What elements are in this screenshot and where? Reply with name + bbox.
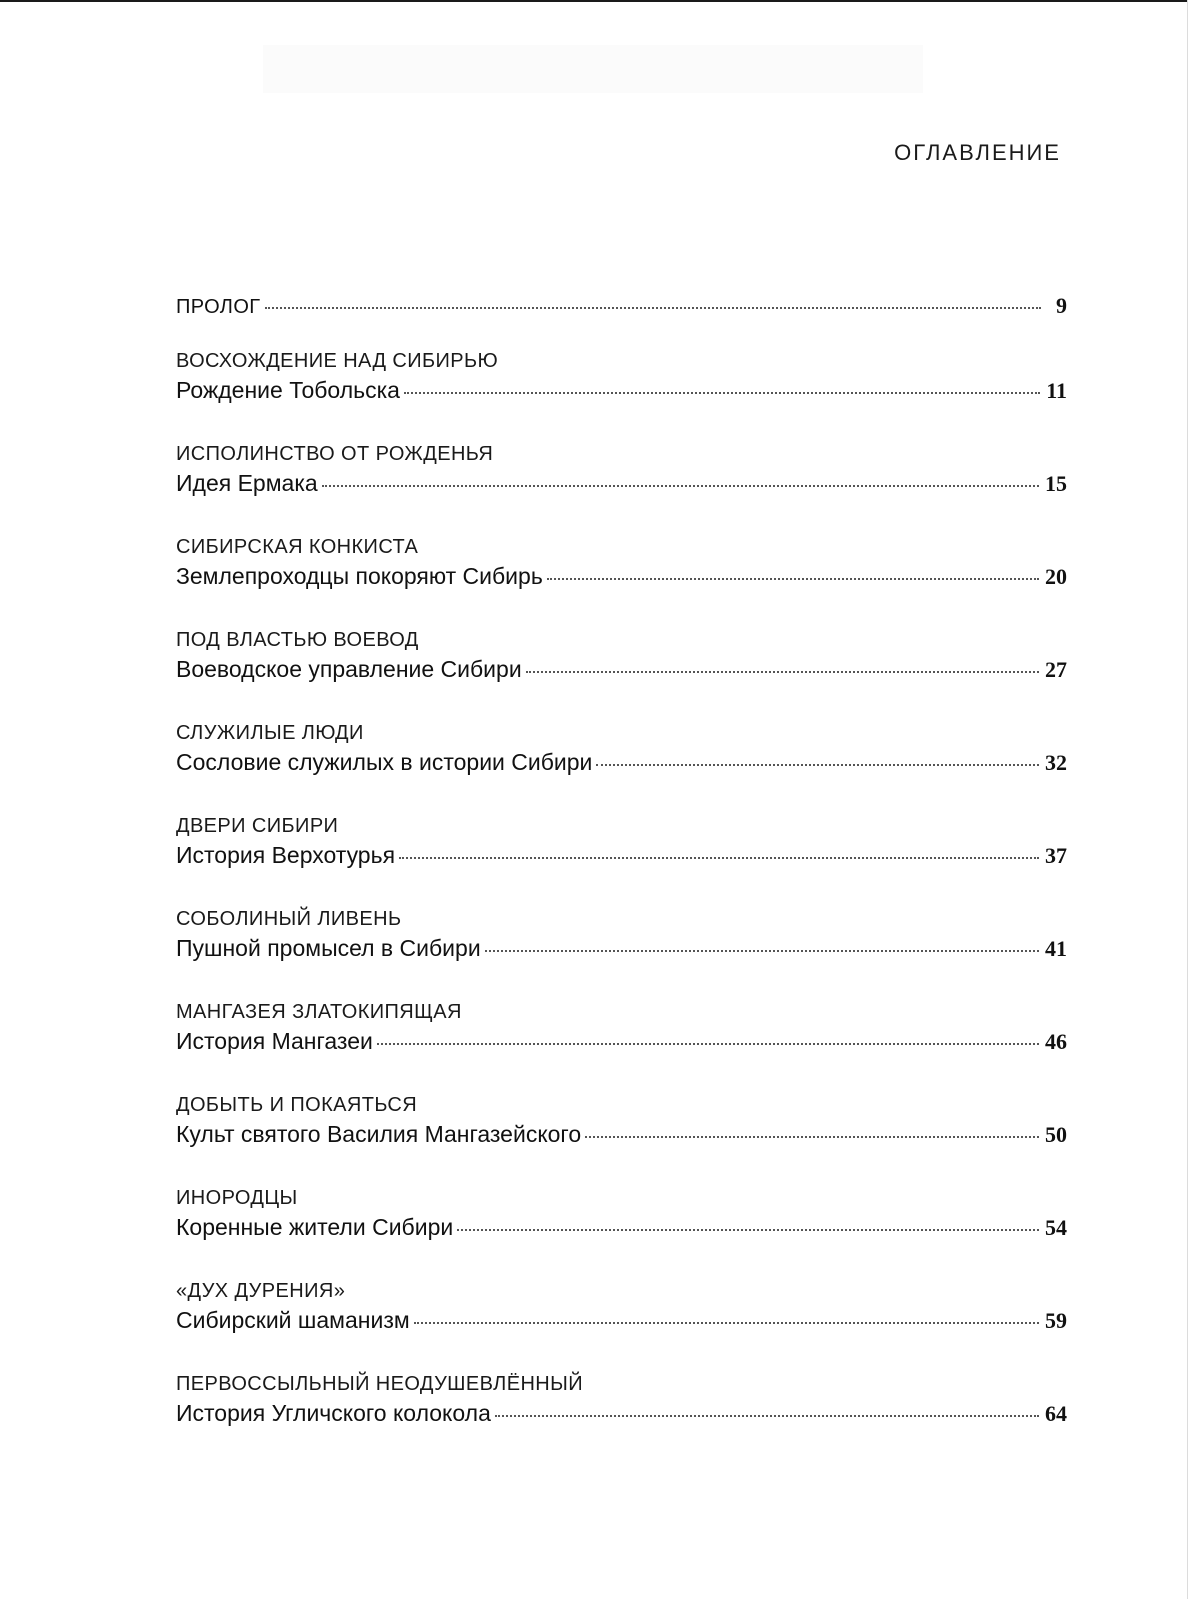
dot-leader — [495, 1414, 1039, 1417]
chapter-title: ПРОЛОГ — [176, 296, 261, 318]
section-heading: «ДУХ ДУРЕНИЯ» — [176, 1280, 346, 1302]
toc-entry[interactable] — [176, 1278, 1067, 1336]
toc-line — [176, 290, 1067, 322]
toc-entry[interactable] — [176, 441, 1067, 499]
page-number: 15 — [1045, 471, 1067, 496]
toc-line — [176, 932, 1067, 964]
chapter-title: Воеводское управление Сибири — [176, 656, 522, 682]
section-heading: СИБИРСКАЯ КОНКИСТА — [176, 536, 419, 558]
section-heading: ПЕРВОССЫЛЬНЫЙ НЕОДУШЕВЛЁННЫЙ — [176, 1373, 584, 1395]
toc-entry[interactable] — [176, 999, 1067, 1057]
toc-entry[interactable] — [176, 348, 1067, 406]
chapter-title: Культ святого Василия Мангазейского — [176, 1121, 582, 1147]
chapter-title: Сибирский шаманизм — [176, 1307, 410, 1333]
toc-line — [176, 467, 1067, 499]
dot-leader — [377, 1042, 1039, 1045]
toc-line — [176, 1211, 1067, 1243]
toc-line — [176, 1397, 1067, 1429]
page-number: 50 — [1045, 1122, 1067, 1147]
page-number: 32 — [1045, 750, 1067, 775]
dot-leader — [265, 306, 1041, 309]
chapter-title: История Верхотурья — [176, 842, 396, 868]
toc-entry[interactable] — [176, 534, 1067, 592]
toc-line — [176, 1025, 1067, 1057]
toc-line — [176, 653, 1067, 685]
section-heading: ИСПОЛИНСТВО ОТ РОЖДЕНЬЯ — [176, 443, 494, 465]
page-number: 46 — [1045, 1029, 1067, 1054]
section-heading: ВОСХОЖДЕНИЕ НАД СИБИРЬЮ — [176, 350, 499, 372]
toc-line — [176, 374, 1067, 406]
dot-leader — [596, 763, 1039, 766]
toc-entry[interactable] — [176, 1092, 1067, 1150]
section-heading: ПОД ВЛАСТЬЮ ВОЕВОД — [176, 629, 419, 651]
dot-leader — [404, 391, 1040, 394]
page-number: 54 — [1045, 1215, 1067, 1240]
toc-entry[interactable] — [176, 1185, 1067, 1243]
page-number: 9 — [1056, 293, 1067, 318]
toc-title: ОГЛАВЛЕНИЕ — [894, 140, 1061, 165]
toc-entry[interactable] — [176, 813, 1067, 871]
chapter-title: Коренные жители Сибири — [176, 1214, 454, 1240]
dot-leader — [526, 670, 1039, 673]
toc-entry[interactable] — [176, 1371, 1067, 1429]
page-number: 27 — [1045, 657, 1067, 682]
dot-leader — [547, 577, 1039, 580]
section-heading: СЛУЖИЛЫЕ ЛЮДИ — [176, 722, 364, 744]
header-band — [263, 45, 923, 93]
dot-leader — [399, 856, 1039, 859]
toc-entry[interactable] — [176, 627, 1067, 685]
page-number: 41 — [1045, 936, 1067, 961]
section-heading: ИНОРОДЦЫ — [176, 1187, 298, 1209]
page-number: 11 — [1046, 378, 1067, 403]
section-heading: ДВЕРИ СИБИРИ — [176, 815, 339, 837]
toc-entry[interactable] — [176, 906, 1067, 964]
toc-entry-prologue[interactable] — [176, 290, 1067, 322]
section-heading: МАНГАЗЕЯ ЗЛАТОКИПЯЩАЯ — [176, 1001, 462, 1023]
chapter-title: Идея Ермака — [176, 470, 318, 496]
chapter-title: История Угличского колокола — [176, 1400, 491, 1426]
top-border — [0, 0, 1188, 2]
chapter-title: Пушной промысел в Сибири — [176, 935, 481, 961]
dot-leader — [322, 484, 1039, 487]
dot-leader — [457, 1228, 1039, 1231]
chapter-title: История Мангазеи — [176, 1028, 373, 1054]
dot-leader — [585, 1135, 1039, 1138]
toc-line — [176, 1304, 1067, 1336]
toc-line — [176, 746, 1067, 778]
page-number: 37 — [1045, 843, 1067, 868]
chapter-title: Рождение Тобольска — [176, 377, 400, 403]
page-number: 59 — [1045, 1308, 1067, 1333]
toc-entry[interactable] — [176, 720, 1067, 778]
section-heading: ДОБЫТЬ И ПОКАЯТЬСЯ — [176, 1094, 418, 1116]
chapter-title: Сословие служилых в истории Сибири — [176, 749, 593, 775]
dot-leader — [414, 1321, 1039, 1324]
chapter-title: Землепроходцы покоряют Сибирь — [176, 563, 543, 589]
section-heading: СОБОЛИНЫЙ ЛИВЕНЬ — [176, 908, 402, 930]
toc-line — [176, 839, 1067, 871]
page-number: 20 — [1045, 564, 1067, 589]
dot-leader — [485, 949, 1039, 952]
page-number: 64 — [1045, 1401, 1067, 1426]
toc-line — [176, 1118, 1067, 1150]
toc-line — [176, 560, 1067, 592]
